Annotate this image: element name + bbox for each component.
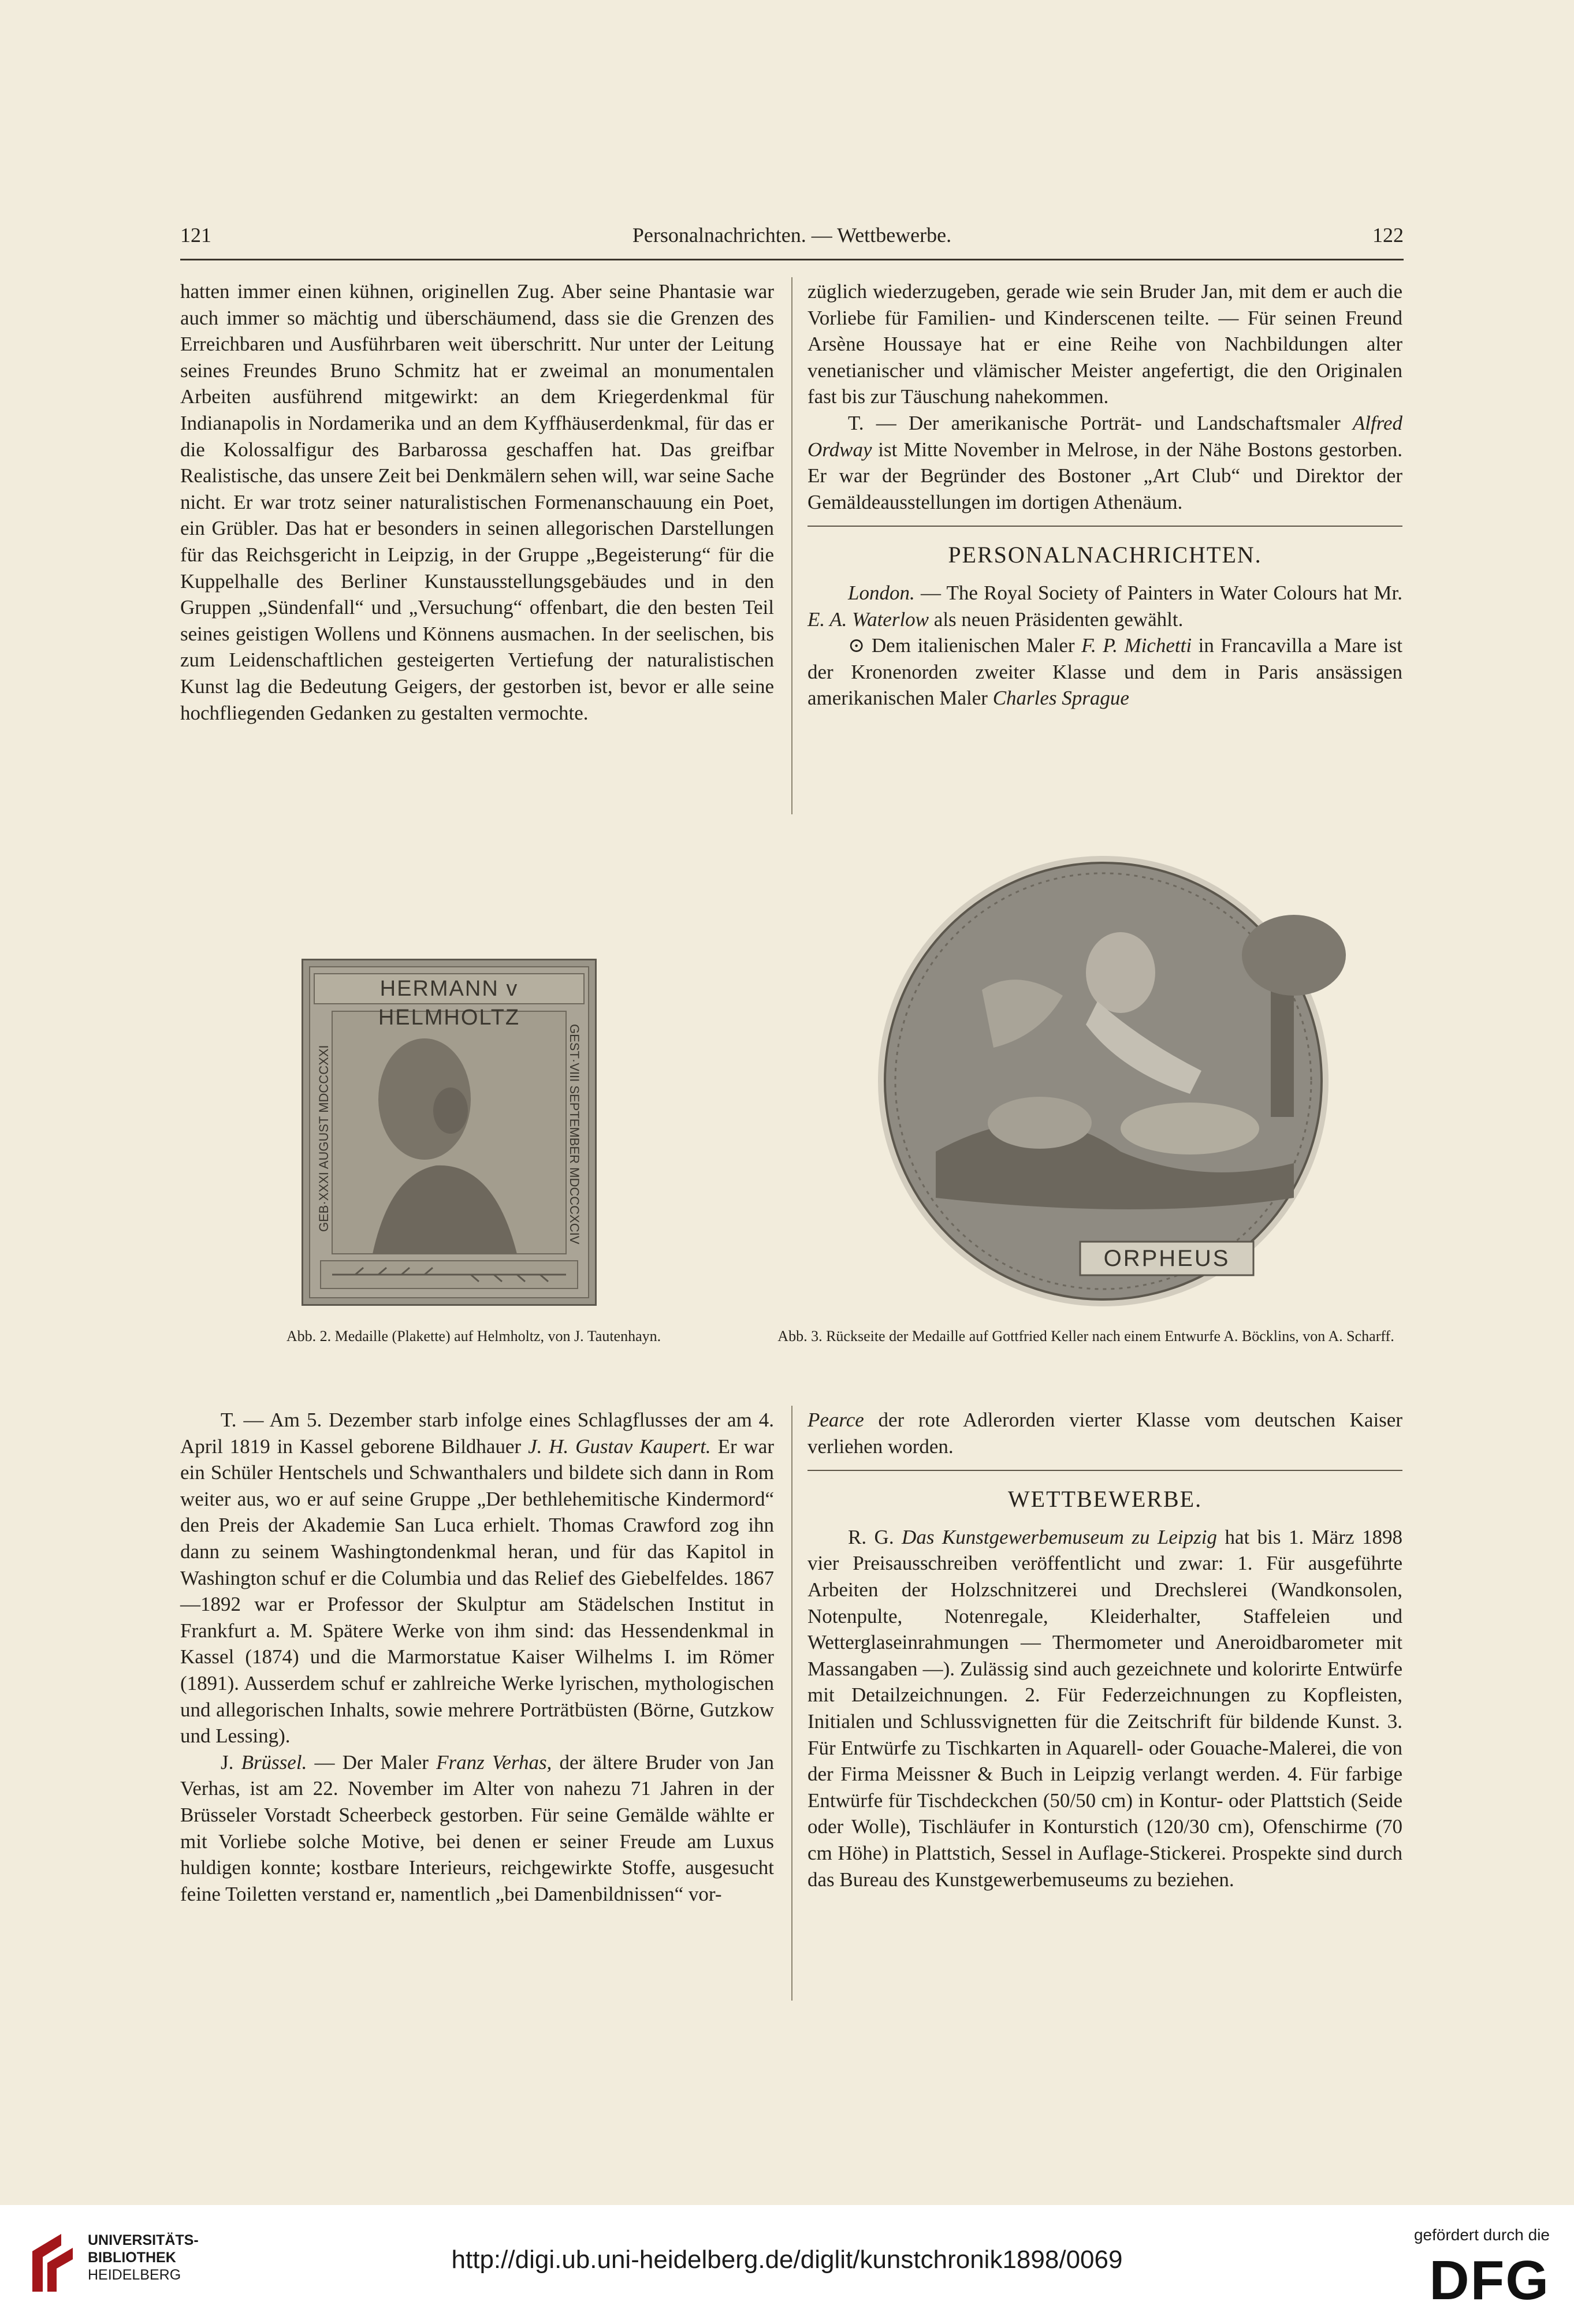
caption-fig-3: Abb. 3. Rückseite der Medaille auf Gottfried Keller nach einem Entwurfe A. Böcklins, von A. Scharff. <box>777 1328 1394 1345</box>
caption-fig-2: Abb. 2. Medaille (Plakette) auf Helmholtz, von J. Tautenhayn. <box>286 1328 661 1345</box>
column-divider-bottom <box>791 1406 792 2001</box>
orpheus-medal <box>797 851 1409 1313</box>
name-verhas: Franz Verhas, <box>436 1751 552 1774</box>
section-rule-2 <box>808 1470 1402 1471</box>
plaque-inscription: HERMANN v HELMHOLTZ <box>314 973 585 1004</box>
running-title: Personalnachrichten. — Wettbewerbe. <box>632 224 952 247</box>
paragraph-kaupert: T. — Am 5. Dezember starb infolge eines Schlagflusses der am 4. April 1819 in Kassel geborene Bildhauer J. H. Gustav Kaupert. Er war ein Schüler Hentschels und Schwanthalers und bildete sich dann in Rom weiter aus, wo er auf seine Gruppe „Der bethlehemitische Kindermord“ den Preis der Akademie San Luca erhielt. Thomas Crawford zog ihn dann zu seinem Washingtondenkmal heran, und für das Kapitol in Washington schuf er die Columbia und das Relief des Giebelfeldes. 1867—1892 war er Professor der Skulptur am Städelschen Institut in Frankfurt a. M. Spätere Werke von ihm sind: das Hessendenkmal in Kassel (1874) und die Marmorstatue Kaiser Wilhelms I. im Römer (1891). Ausserdem schuf er zahlreiche Werke lyrischen, mythologischen und allegorischen Inhalts, sowie mehrere Porträtbüsten (Börne, Gutzkow und Lessing). <box>180 1409 774 1748</box>
name-michetti: F. P. Michetti <box>1081 634 1192 657</box>
medal-label: ORPHEUS <box>1103 1246 1230 1271</box>
paragraph-london: London. — The Royal Society of Painters in Water Colours hat Mr. E. A. Waterlow als neuen Präsidenten gewählt. <box>808 581 1402 631</box>
paragraph-ordway: T. — Der amerikanische Porträt- und Landschaftsmaler Alfred Ordway ist Mitte November in Melrose, in der Nähe Bostons gestorben. Er war der Begründer des Bostoner „Art Club“ und Direktor der Gemäldeausstellungen im dortigen Athenäum. <box>808 411 1402 513</box>
library-name: UNIVERSITÄTS- BIBLIOTHEK HEIDELBERG <box>88 2232 199 2283</box>
page-header <box>180 223 1404 258</box>
paragraph-bruessel: J. Brüssel. — Der Maler Franz Verhas, der ältere Bruder von Jan Verhas, ist am 22. November im Alter von nahezu 71 Jahren in der Brüsseler Vorstadt Scheerbeck gestorben. Für seine Gemälde wählte er mit Vorliebe solche Motive, bei denen er seiner Freude am Luxus huldigen konnte; kostbare Interieurs, reichgewirkte Stoffe, ausgesucht feine Toiletten verstand er, namentlich „bei Damenbildnissen“ vor- <box>180 1751 774 1905</box>
svg-text:GEST·VIII SEPTEMBER MDCCCXCIV: GEST·VIII SEPTEMBER MDCCCXCIV <box>567 1024 582 1245</box>
page-number-right: 122 <box>1372 224 1404 247</box>
title-kunstgewerbemuseum: Das Kunstgewerbemuseum zu Leipzig <box>902 1525 1217 1548</box>
heading-personalnachrichten: PERSONALNACHRICHTEN. <box>948 542 1262 568</box>
name-pearce: Pearce <box>808 1409 864 1431</box>
heading-wettbewerbe: WETTBEWERBE. <box>1007 1486 1203 1513</box>
left-column-bottom <box>180 1407 774 1907</box>
paragraph-leipzig: R. G. Das Kunstgewerbemuseum zu Leipzig hat bis 1. März 1898 vier Preisausschreiben veröffentlicht und zwar: 1. Für ausgeführte Arbeiten der Holzschnitzerei und Drechslerei (Wandkonsolen, Notenpulte, Notenregale, Kleiderhalter, Staffeleien und Wetterglaseinrahmungen — Thermometer und Aneroidbarometer mit Massangaben —). Zulässig sind auch gezeichnete und kolorirte Entwürfe mit Detailzeichnungen. 2. Für Federzeichnungen zu Kopfleisten, Initialen und Schlussvignetten für die Zeitschrift für bildende Kunst. 3. Für Entwürfe zu Tischkarten in Aquarell- oder Gouache-Malerei, die von der Firma Meissner & Buch in Leipzig verlangt werden. 4. Für farbige Entwürfe für Tischdeckchen (50/50 cm) in Kontur- oder Plattstich (Seide oder Wolle), Tischläufer in Konturstich (120/30 cm), Ofenschirme (70 cm Höhe) in Plattstich, Sessel in Auflage-Stickerei. Prospekte sind durch das Bureau des Kunstgewerbemuseums zu beziehen. <box>808 1525 1402 1891</box>
name-ordway: Alfred Ordway <box>808 411 1402 461</box>
right-column-bottom <box>808 1407 1402 1893</box>
right-column-top <box>808 278 1402 712</box>
paragraph-pearce: Pearce der rote Adlerorden vierter Klasse vom deutschen Kaiser verliehen worden. <box>808 1409 1402 1458</box>
paragraph-verhas-cont: züglich wiederzugeben, gerade wie sein Bruder Jan, mit dem er auch die Vorliebe für Familien- und Kinderscenen teilte. — Für seinen Freund Arsène Houssaye hat er eine Reihe von Nachbildungen alter venetianischer und vlämischer Meister angefertigt, die den Originalen fast bis zur Täuschung nahekommen. <box>808 280 1402 408</box>
column-divider-top <box>791 277 792 814</box>
paragraph-geiger: hatten immer einen kühnen, originellen Zug. Aber seine Phantasie war auch immer so mächtig und überschäumend, dass sie die Grenzen des Erreichbaren und Ausführbaren weit überschritt. Nur unter der Leitung seines Freundes Bruno Schmitz hat er zweimal an monumentalen Arbeiten ausführend mitgewirkt: an dem Kriegerdenkmal für Indianapolis in Nordamerika und an dem Kyffhäuserdenkmal, für das er die Kolossalfigur des Barbarossa geschaffen hat. Das greifbar Realistische, das unsere Zeit bei Denkmälern sehen will, war seine Sache nicht. Er war trotz seiner naturalistischen Formenanschauung ein Poet, ein Grübler. Das hat er besonders in seinen allegorischen Darstellungen für das Reichsgericht in Leipzig, in der Gruppe „Begeisterung“ für die Kuppelhalle des Berliner Kunstausstellungsgebäudes und in den Gruppen „Sündenfall“ und „Versuchung“ offenbart, die den besten Teil seines geistigen Wollens und Könnens ausmachen. In der seelischen, bis zum Leidenschaftlichen gesteigerten Vertiefung der naturalistischen Kunst lag die Bedeutung Geigers, der gestorben ist, bevor er alle seine hochfliegenden Gedanken zu gestalten vermochte. <box>180 280 774 724</box>
source-url-link[interactable]: http://digi.ub.uni-heidelberg.de/diglit/kunstchronik1898/0069 <box>451 2245 1123 2274</box>
section-rule <box>808 526 1402 527</box>
name-sprague: Charles Sprague <box>992 687 1129 710</box>
svg-text:GEB·XXXI AUGUST MDCCCXXI: GEB·XXXI AUGUST MDCCCXXI <box>317 1045 331 1232</box>
name-waterlow: E. A. Waterlow <box>808 608 929 631</box>
page-number-left: 121 <box>180 224 211 247</box>
helmholtz-plaque <box>302 959 597 1306</box>
funding-label: gefördert durch die <box>1413 2226 1550 2244</box>
paragraph-michetti: ⊙ Dem italienischen Maler F. P. Michetti in Francavilla a Mare ist der Kronenorden zweiter Klasse und dem in Paris ansässigen amerikanischen Maler Charles Sprague <box>808 634 1403 710</box>
name-kaupert: J. H. Gustav Kaupert. <box>528 1435 711 1458</box>
header-rule <box>180 259 1404 260</box>
dfg-logo: DFG <box>1429 2249 1550 2311</box>
left-column-top <box>180 278 774 726</box>
